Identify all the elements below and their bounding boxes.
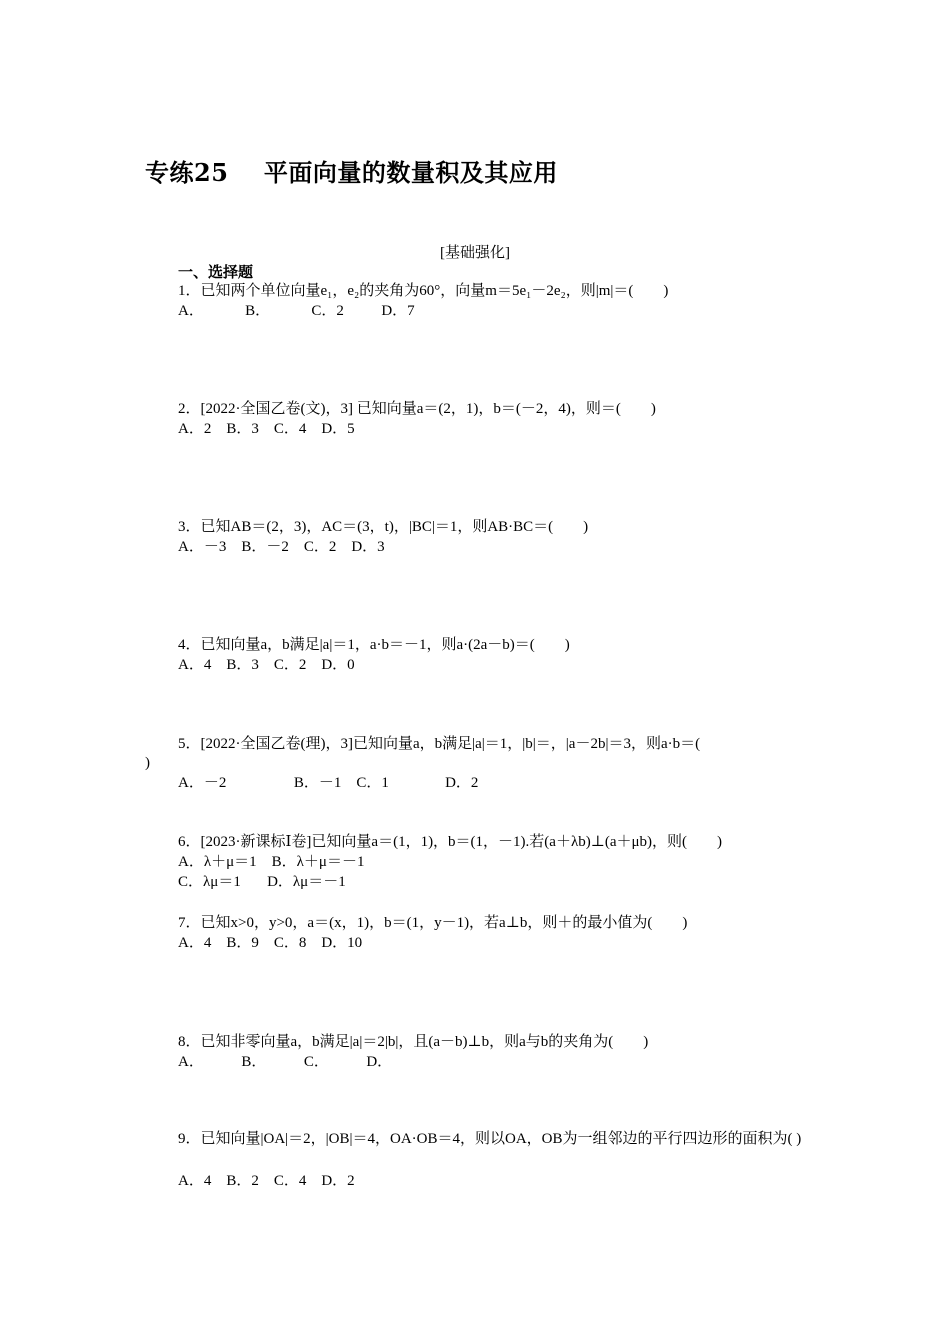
question-5-stem: 5．[2022·全国乙卷(理)，3]已知向量a，b满足|a|＝1，|b|＝，|a－2b|＝3，则a·b＝( [178, 736, 701, 752]
question-5-options: A．－2 B．－1 C．1 D．2 [178, 775, 479, 791]
question-2-options: A．2 B．3 C．4 D．5 [178, 421, 355, 437]
question-3-options: A．－3 B．－2 C．2 D．3 [178, 539, 385, 555]
question-4-options: A．4 B．3 C．2 D．0 [178, 657, 355, 673]
section-label: [基础强化] [440, 245, 510, 261]
question-6-stem: 6．[2023·新课标Ⅰ卷]已知向量a＝(1，1)，b＝(1，－1).若(a＋λb)⊥(a＋μb)，则( ) [178, 834, 723, 850]
question-9-options: A．4 B．2 C．4 D．2 [178, 1173, 355, 1189]
question-1-options: A． B． C．2 D．7 [178, 303, 415, 319]
part-heading: 一、选择题 [178, 265, 254, 281]
page-title: 专练25 平面向量的数量积及其应用 [145, 158, 558, 187]
question-8-options: A． B． C． D． [178, 1054, 393, 1070]
question-1-stem: 1．已知两个单位向量e₁，e₂的夹角为60°，向量m＝5e₁－2e₂，则|m|＝( ) [178, 283, 669, 299]
question-6-options: A．λ＋μ＝1 B．λ＋μ＝－1 [178, 854, 365, 870]
question-8-stem: 8．已知非零向量a，b满足|a|＝2|b|，且(a－b)⊥b，则a与b的夹角为( ) [178, 1034, 649, 1050]
question-2-stem: 2．[2022·全国乙卷(文)，3] 已知向量a＝(2，1)，b＝(－2，4)，则＝( ) [178, 401, 656, 417]
question-5-stem-cont: ) [145, 755, 150, 771]
question-3-stem: 3．已知AB＝(2，3)，AC＝(3，t)，|BC|＝1，则AB·BC＝( ) [178, 519, 589, 535]
question-6-options-2: C．λμ＝1 D．λμ＝－1 [178, 874, 346, 890]
question-7-options: A．4 B．9 C．8 D．10 [178, 935, 363, 951]
question-7-stem: 7．已知x>0，y>0，a＝(x，1)，b＝(1，y－1)，若a⊥b，则＋的最小值为( ) [178, 915, 688, 931]
question-9-stem: 9．已知向量|OA|＝2，|OB|＝4，OA·OB＝4，则以OA，OB为一组邻边的平行四边形的面积为( ) [178, 1131, 802, 1147]
question-4-stem: 4．已知向量a，b满足|a|＝1，a·b＝－1，则a·(2a－b)＝( ) [178, 637, 570, 653]
